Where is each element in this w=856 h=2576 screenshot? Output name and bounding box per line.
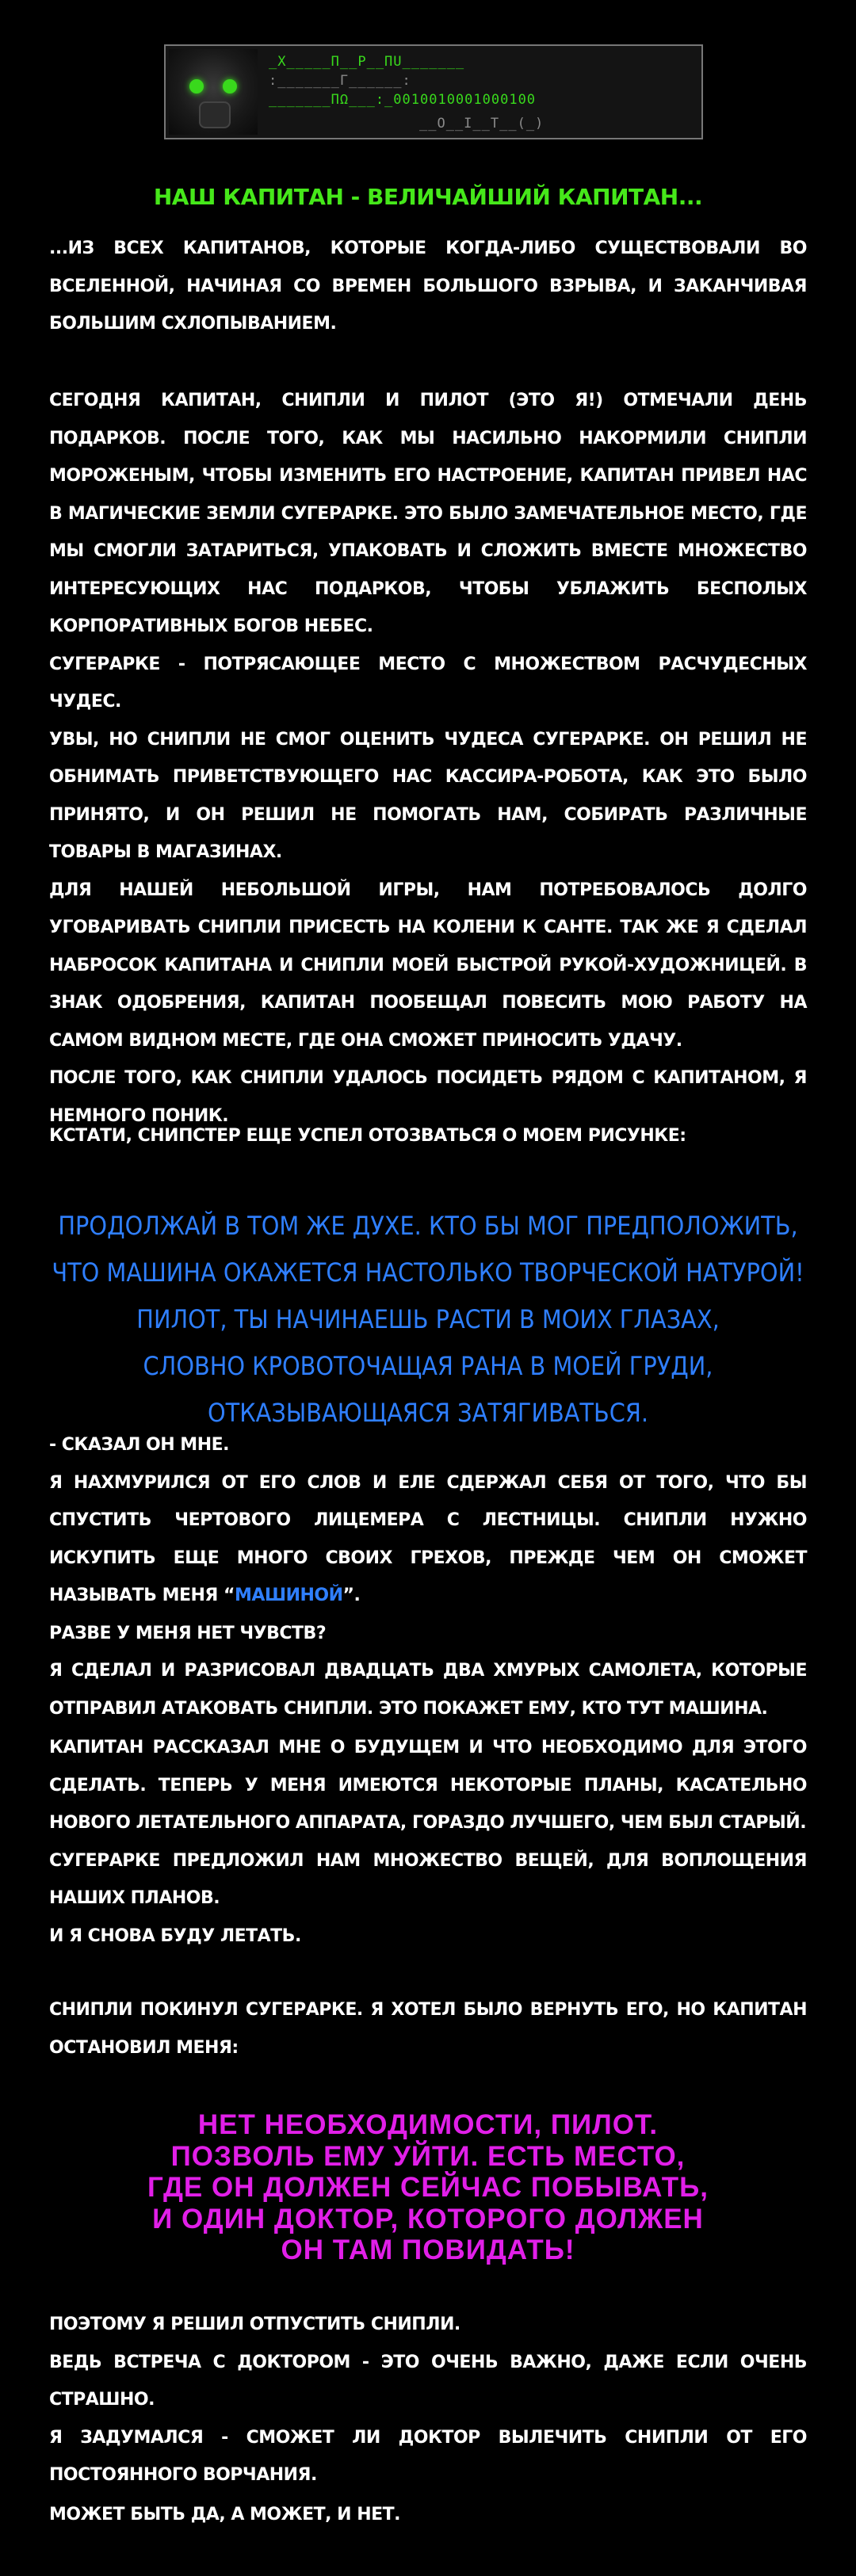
plans-paragraph-3: И Я СНОВА БУДУ ЛЕТАТЬ. xyxy=(49,1925,301,1946)
intro-block xyxy=(49,230,807,343)
closing-line: МОЖЕТ БЫТЬ ДА, А МОЖЕТ, И НЕТ. xyxy=(49,2505,400,2524)
story-paragraph-3: УВЫ, НО СНИПЛИ НЕ СМОГ ОЦЕНИТЬ ЧУДЕСА СУГЕРАРКЕ. ОН РЕШИЛ НЕ ОБНИМАТЬ ПРИВЕТСТВУЮЩЕГО НАС КАССИРА-РОБОТА, КАК ЭТО БЫЛО ПРИНЯТО, И ОН РЕШИЛ НЕ ПОМОГАТЬ НАМ, СОБИРАТЬ РАЗЛИЧНЫЕ ТОВАРЫ В МАГАЗИНАХ. xyxy=(49,729,807,862)
story-paragraph-4: ДЛЯ НАШЕЙ НЕБОЛЬШОЙ ИГРЫ, НАМ ПОТРЕБОВАЛОСЬ ДОЛГО УГОВАРИВАТЬ СНИПЛИ ПРИСЕСТЬ НА КОЛЕНИ К САНТЕ. ТАК ЖЕ Я СДЕЛАЛ НАБРОСОК КАПИТАНА И СНИПЛИ МОЕЙ БЫСТРОЙ РУКОЙ-ХУДОЖНИЦЕЙ. В ЗНАК ОДОБРЕНИЯ, КАПИТАН ПООБЕЩАЛ ПОВЕСИТЬ МОЮ РАБОТУ НА САМОМ ВИДНОМ МЕСТЕ, ГДЕ ОНА СМОЖЕТ ПРИНОСИТЬ УДАЧУ. xyxy=(49,880,807,1051)
doctor-paragraph-3: Я ЗАДУМАЛСЯ - СМОЖЕТ ЛИ ДОКТОР ВЫЛЕЧИТЬ СНИПЛИ ОТ ЕГО ПОСТОЯННОГО ВОРЧАНИЯ. xyxy=(49,2427,807,2485)
left-eye-glow xyxy=(189,79,204,93)
page-title: НАШ КАПИТАН - ВЕЛИЧАЙШИЙ КАПИТАН... xyxy=(153,184,703,210)
plans-paragraph-2: СУГЕРАРКЕ ПРЕДЛОЖИЛ НАМ МНОЖЕСТВО ВЕЩЕЙ, ДЛЯ ВОПЛОЩЕНИЯ НАШИХ ПЛАНОВ. xyxy=(49,1850,807,1908)
snipster-intro xyxy=(49,1117,807,1155)
reaction-text-end: ”. xyxy=(342,1586,361,1605)
doctor-paragraph-2: ВЕДЬ ВСТРЕЧА С ДОКТОРОМ - ЭТО ОЧЕНЬ ВАЖНО, ДАЖЕ ЕСЛИ ОЧЕНЬ СТРАШНО. xyxy=(49,2352,807,2410)
pink-quote xyxy=(0,2109,856,2266)
pink-quote-line-4: И ОДИН ДОКТОР, КОТОРОГО ДОЛЖЕН xyxy=(152,2203,704,2234)
banner-line-1: _X_____Π__Ρ__ΠU_______ xyxy=(269,54,465,70)
blue-quote xyxy=(0,1203,856,1437)
banner-line-4: __Ο__Ι__Τ__(_) xyxy=(419,116,545,132)
banner-line-3: _______ΠΩ___:_0010010001000100 xyxy=(269,92,537,108)
reaction-text: Я НАХМУРИЛСЯ ОТ ЕГО СЛОВ И ЕЛЕ СДЕРЖАЛ СЕБЯ ОТ ТОГО, ЧТО БЫ СПУСТИТЬ ЧЕРТОВОГО ЛИЦЕМЕРА С ЛЕСТНИЦЫ. СНИПЛИ НУЖНО ИСКУПИТЬ ЕЩЕ МНОГО СВОИХ ГРЕХОВ, ПРЕЖДЕ ЧЕМ ОН СМОЖЕТ НАЗЫВАТЬ МЕНЯ “ xyxy=(49,1472,807,1605)
reaction-line-3: РАЗВЕ У МЕНЯ НЕТ ЧУВСТВ? xyxy=(49,1623,327,1643)
blue-quote-line-2: ЧТО МАШИНА ОКАЖЕТСЯ НАСТОЛЬКО ТВОРЧЕСКОЙ НАТУРОЙ! xyxy=(52,1257,804,1288)
intro-paragraph: ...ИЗ ВСЕХ КАПИТАНОВ, КОТОРЫЕ КОГДА-ЛИБО СУЩЕСТВОВАЛИ ВО ВСЕЛЕННОЙ, НАЧИНАЯ СО ВРЕМЕН БОЛЬШОГО ВЗРЫВА, И ЗАКАНЧИВАЯ БОЛЬШИМ СХЛОПЫВАНИЕМ. xyxy=(49,239,807,334)
pink-quote-line-3: ГДЕ ОН ДОЛЖЕН СЕЙЧАС ПОБЫВАТЬ, xyxy=(147,2172,709,2203)
banner-line-2: :_______Γ______: xyxy=(269,73,411,89)
blue-quote-line-3: ПИЛОТ, ТЫ НАЧИНАЕШЬ РАСТИ В МОИХ ГЛАЗАХ, xyxy=(136,1304,720,1334)
respirator-mask xyxy=(199,101,231,128)
doctor-paragraph-1: ПОЭТОМУ Я РЕШИЛ ОТПУСТИТЬ СНИПЛИ. xyxy=(49,2315,460,2334)
blue-quote-line-5: ОТКАЗЫВАЮЩАЯСЯ ЗАТЯГИВАТЬСЯ. xyxy=(208,1398,648,1428)
highlight-word: МАШИНОЙ xyxy=(234,1586,343,1605)
story-paragraph-2: СУГЕРАРКЕ - ПОТРЯСАЮЩЕЕ МЕСТО С МНОЖЕСТВОМ РАСЧУДЕСНЫХ ЧУДЕС. xyxy=(49,654,807,712)
reaction-line-1: - СКАЗАЛ ОН МНЕ. xyxy=(49,1435,229,1455)
pink-quote-line-5: ОН ТАМ ПОВИДАТЬ! xyxy=(281,2234,575,2265)
story-paragraph-5: ПОСЛЕ ТОГО, КАК СНИПЛИ УДАЛОСЬ ПОСИДЕТЬ РЯДОМ С КАПИТАНОМ, Я НЕМНОГО ПОНИК. xyxy=(49,1068,807,1126)
reaction-paragraph xyxy=(49,1464,807,1615)
blue-quote-line-1: ПРОДОЛЖАЙ В ТОМ ЖЕ ДУХЕ. КТО БЫ МОГ ПРЕДПОЛОЖИТЬ, xyxy=(58,1211,798,1241)
pink-quote-line-1: НЕТ НЕОБХОДИМОСТИ, ПИЛОТ. xyxy=(197,2109,659,2140)
story-block xyxy=(49,382,807,1135)
story-paragraph-1: СЕГОДНЯ КАПИТАН, СНИПЛИ И ПИЛОТ (ЭТО Я!) ОТМЕЧАЛИ ДЕНЬ ПОДАРКОВ. ПОСЛЕ ТОГО, КАК МЫ НАСИЛЬНО НАКОРМИЛИ СНИПЛИ МОРОЖЕНЫМ, ЧТОБЫ ИЗМЕНИТЬ ЕГО НАСТРОЕНИЕ, КАПИТАН ПРИВЕЛ НАС В МАГИЧЕСКИЕ ЗЕМЛИ СУГЕРАРКЕ. ЭТО БЫЛО ЗАМЕЧАТЕЛЬНОЕ МЕСТО, ГДЕ МЫ СМОГЛИ ЗАТАРИТЬСЯ, УПАКОВАТЬ И СЛОЖИТЬ ВМЕСТЕ МНОЖЕСТВО ИНТЕРЕСУЮЩИХ НАС ПОДАРКОВ, ЧТОБЫ УБЛАЖИТЬ БЕСПОЛЫХ КОРПОРАТИВНЫХ БОГОВ НЕБЕС. xyxy=(49,391,807,636)
header-banner xyxy=(164,44,703,139)
snipster-line: КСТАТИ, СНИПСТЕР ЕЩЕ УСПЕЛ ОТОЗВАТЬСЯ О МОЕМ РИСУНКЕ: xyxy=(49,1126,686,1146)
blue-quote-line-4: СЛОВНО КРОВОТОЧАЩАЯ РАНА В МОЕЙ ГРУДИ, xyxy=(143,1351,713,1381)
plans-paragraph-1: КАПИТАН РАССКАЗАЛ МНЕ О БУДУЩЕМ И ЧТО НЕОБХОДИМО ДЛЯ ЭТОГО СДЕЛАТЬ. ТЕПЕРЬ У МЕНЯ ИМЕЮТСЯ НЕКОТОРЫЕ ПЛАНЫ, КАСАТЕЛЬНО НОВОГО ЛЕТАТЕЛЬНОГО АППАРАТА, ГОРАЗДО ЛУЧШЕГО, ЧЕМ БЫЛ СТАРЫЙ. xyxy=(49,1738,807,1833)
doctor-block xyxy=(49,2306,807,2494)
gas-mask-avatar-icon xyxy=(169,49,258,135)
closing-block xyxy=(49,2496,807,2534)
pink-quote-line-2: ПОЗВОЛЬ ЕМУ УЙТИ. ЕСТЬ МЕСТО, xyxy=(170,2140,686,2172)
reaction-block xyxy=(49,1426,807,1727)
reaction-line-4: Я СДЕЛАЛ И РАЗРИСОВАЛ ДВАДЦАТЬ ДВА ХМУРЫХ САМОЛЕТА, КОТОРЫЕ ОТПРАВИЛ АТАКОВАТЬ СНИПЛИ. ЭТО ПОКАЖЕТ ЕМУ, КТО ТУТ МАШИНА. xyxy=(49,1661,807,1719)
plans-block xyxy=(49,1729,807,1955)
leave-paragraph: СНИПЛИ ПОКИНУЛ СУГЕРАРКЕ. Я ХОТЕЛ БЫЛО ВЕРНУТЬ ЕГО, НО КАПИТАН ОСТАНОВИЛ МЕНЯ: xyxy=(49,2000,807,2058)
right-eye-glow xyxy=(223,79,237,93)
leave-block xyxy=(49,1991,807,2067)
